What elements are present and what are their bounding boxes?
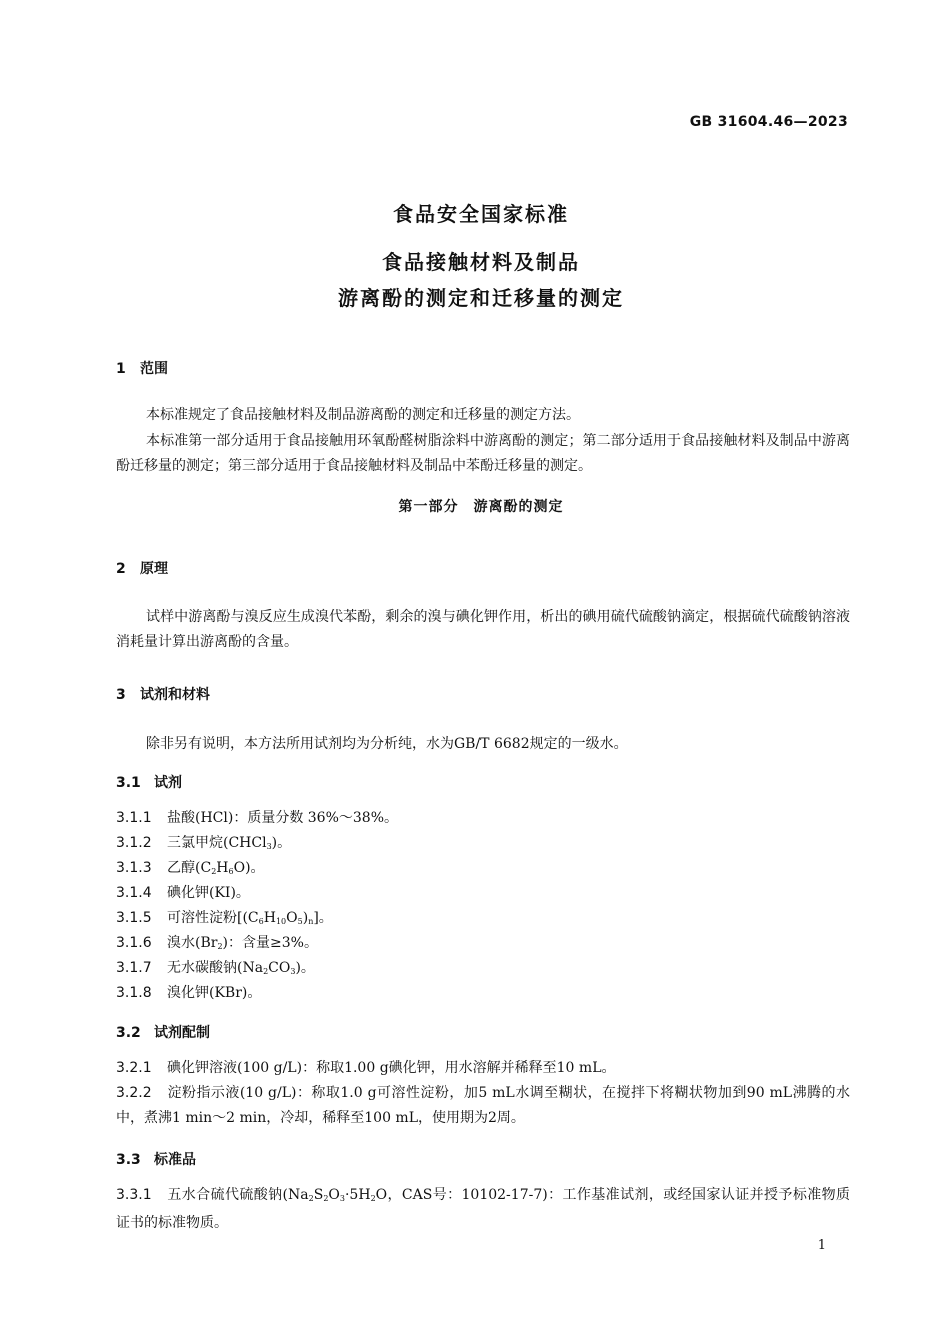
standard-number: GB 31604.46—2023 — [689, 114, 848, 130]
section-3-heading: 3 试剂和材料 — [116, 687, 210, 703]
prep-item: 3.2.2 淀粉指示液(10 g/L)：称取1.0 g可溶性淀粉，加5 mL水调至糊状，在搅拌下将糊状物加到90 mL沸腾的水中，煮沸1 min～2 min，冷却，稀释至100 mL，使用期为2周。 — [116, 1085, 850, 1126]
section-2-heading: 2 原理 — [116, 561, 168, 577]
title-line-3: 游离酚的测定和迁移量的测定 — [338, 286, 624, 310]
section-3-1-heading: 3.1 试剂 — [116, 775, 182, 791]
section-1-para-1: 本标准规定了食品接触材料及制品游离酚的测定和迁移量的测定方法。 — [146, 407, 580, 423]
reagent-item: 3.1.6 溴水$(Br_2)$：含量≥3%。 — [116, 935, 318, 951]
reagent-item: 3.1.2 三氯甲烷(CHCl$_3$)。 — [116, 835, 292, 851]
page-number: 1 — [817, 1238, 826, 1253]
reagent-item: 3.1.5 可溶性淀粉$[(C_6H_{10}O_5)_n]$。 — [116, 910, 333, 926]
prep-item: 3.2.1 碘化钾溶液(100 g/L)：称取1.00 g碘化钾，用水溶解并稀释至10 mL。 — [116, 1060, 616, 1076]
section-3-para-1: 除非另有说明，本方法所用试剂均为分析纯，水为GB/T 6682规定的一级水。 — [146, 736, 628, 752]
standard-substance-item: 3.3.1 五水合硫代硫酸钠($Na_2S_2O_3\cdot 5H_2O$，CAS号：10102-17-7)：工作基准试剂，或经国家认证并授予标准物质证书的标准物质。 — [116, 1187, 850, 1231]
section-3-3-heading: 3.3 标准品 — [116, 1152, 196, 1168]
section-3-2-heading: 3.2 试剂配制 — [116, 1025, 210, 1041]
reagent-item: 3.1.8 溴化钾(KBr)。 — [116, 985, 262, 1001]
title-line-2: 食品接触材料及制品 — [382, 250, 580, 274]
reagent-item: 3.1.1 盐酸(HCl)：质量分数 36%～38%。 — [116, 810, 399, 826]
section-1-heading: 1 范围 — [116, 361, 168, 377]
title-line-1: 食品安全国家标准 — [393, 202, 569, 226]
section-2-para-1: 试样中游离酚与溴反应生成溴代苯酚，剩余的溴与碘化钾作用，析出的碘用硫代硫酸钠滴定，根据硫代硫酸钠溶液消耗量计算出游离酚的含量。 — [116, 609, 850, 650]
reagent-item: 3.1.3 乙醇$(C_2H_6O)$。 — [116, 860, 265, 876]
reagent-item: 3.1.4 碘化钾(KI)。 — [116, 885, 250, 901]
reagent-item: 3.1.7 无水碳酸钠$(Na_2CO_3)$。 — [116, 960, 315, 976]
part-1-title: 第一部分 游离酚的测定 — [398, 499, 564, 515]
section-1-para-2: 本标准第一部分适用于食品接触用环氧酚醛树脂涂料中游离酚的测定；第二部分适用于食品接触材料及制品中游离酚迁移量的测定；第三部分适用于食品接触材料及制品中苯酚迁移量的测定。 — [116, 433, 850, 474]
